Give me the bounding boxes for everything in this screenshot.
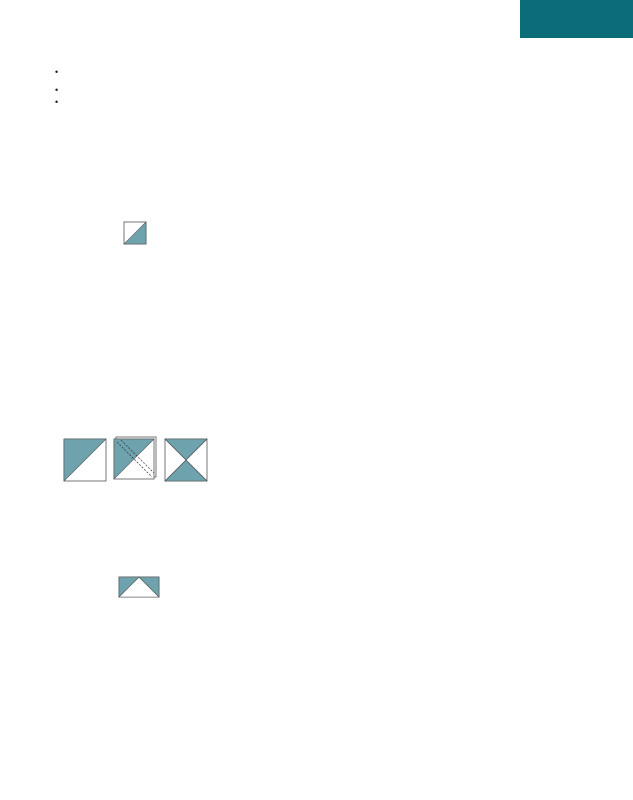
- fig3-de-unit: [119, 577, 159, 597]
- list-item: [55, 96, 220, 108]
- footer: [340, 763, 356, 774]
- teal-cut-list: [55, 66, 220, 78]
- column-1: [55, 65, 220, 116]
- fig4-block-layout: [262, 140, 354, 232]
- assembly-diagram: [245, 350, 541, 655]
- section-header: [520, 0, 633, 38]
- list-item: [55, 66, 220, 78]
- fig2-cd-units: [64, 437, 209, 483]
- assembly-top-row: [232, 271, 550, 343]
- white-cut-list: [55, 84, 220, 108]
- fig1-ab-unit: [124, 222, 146, 244]
- column-3: [399, 65, 564, 72]
- list-item: [55, 84, 220, 96]
